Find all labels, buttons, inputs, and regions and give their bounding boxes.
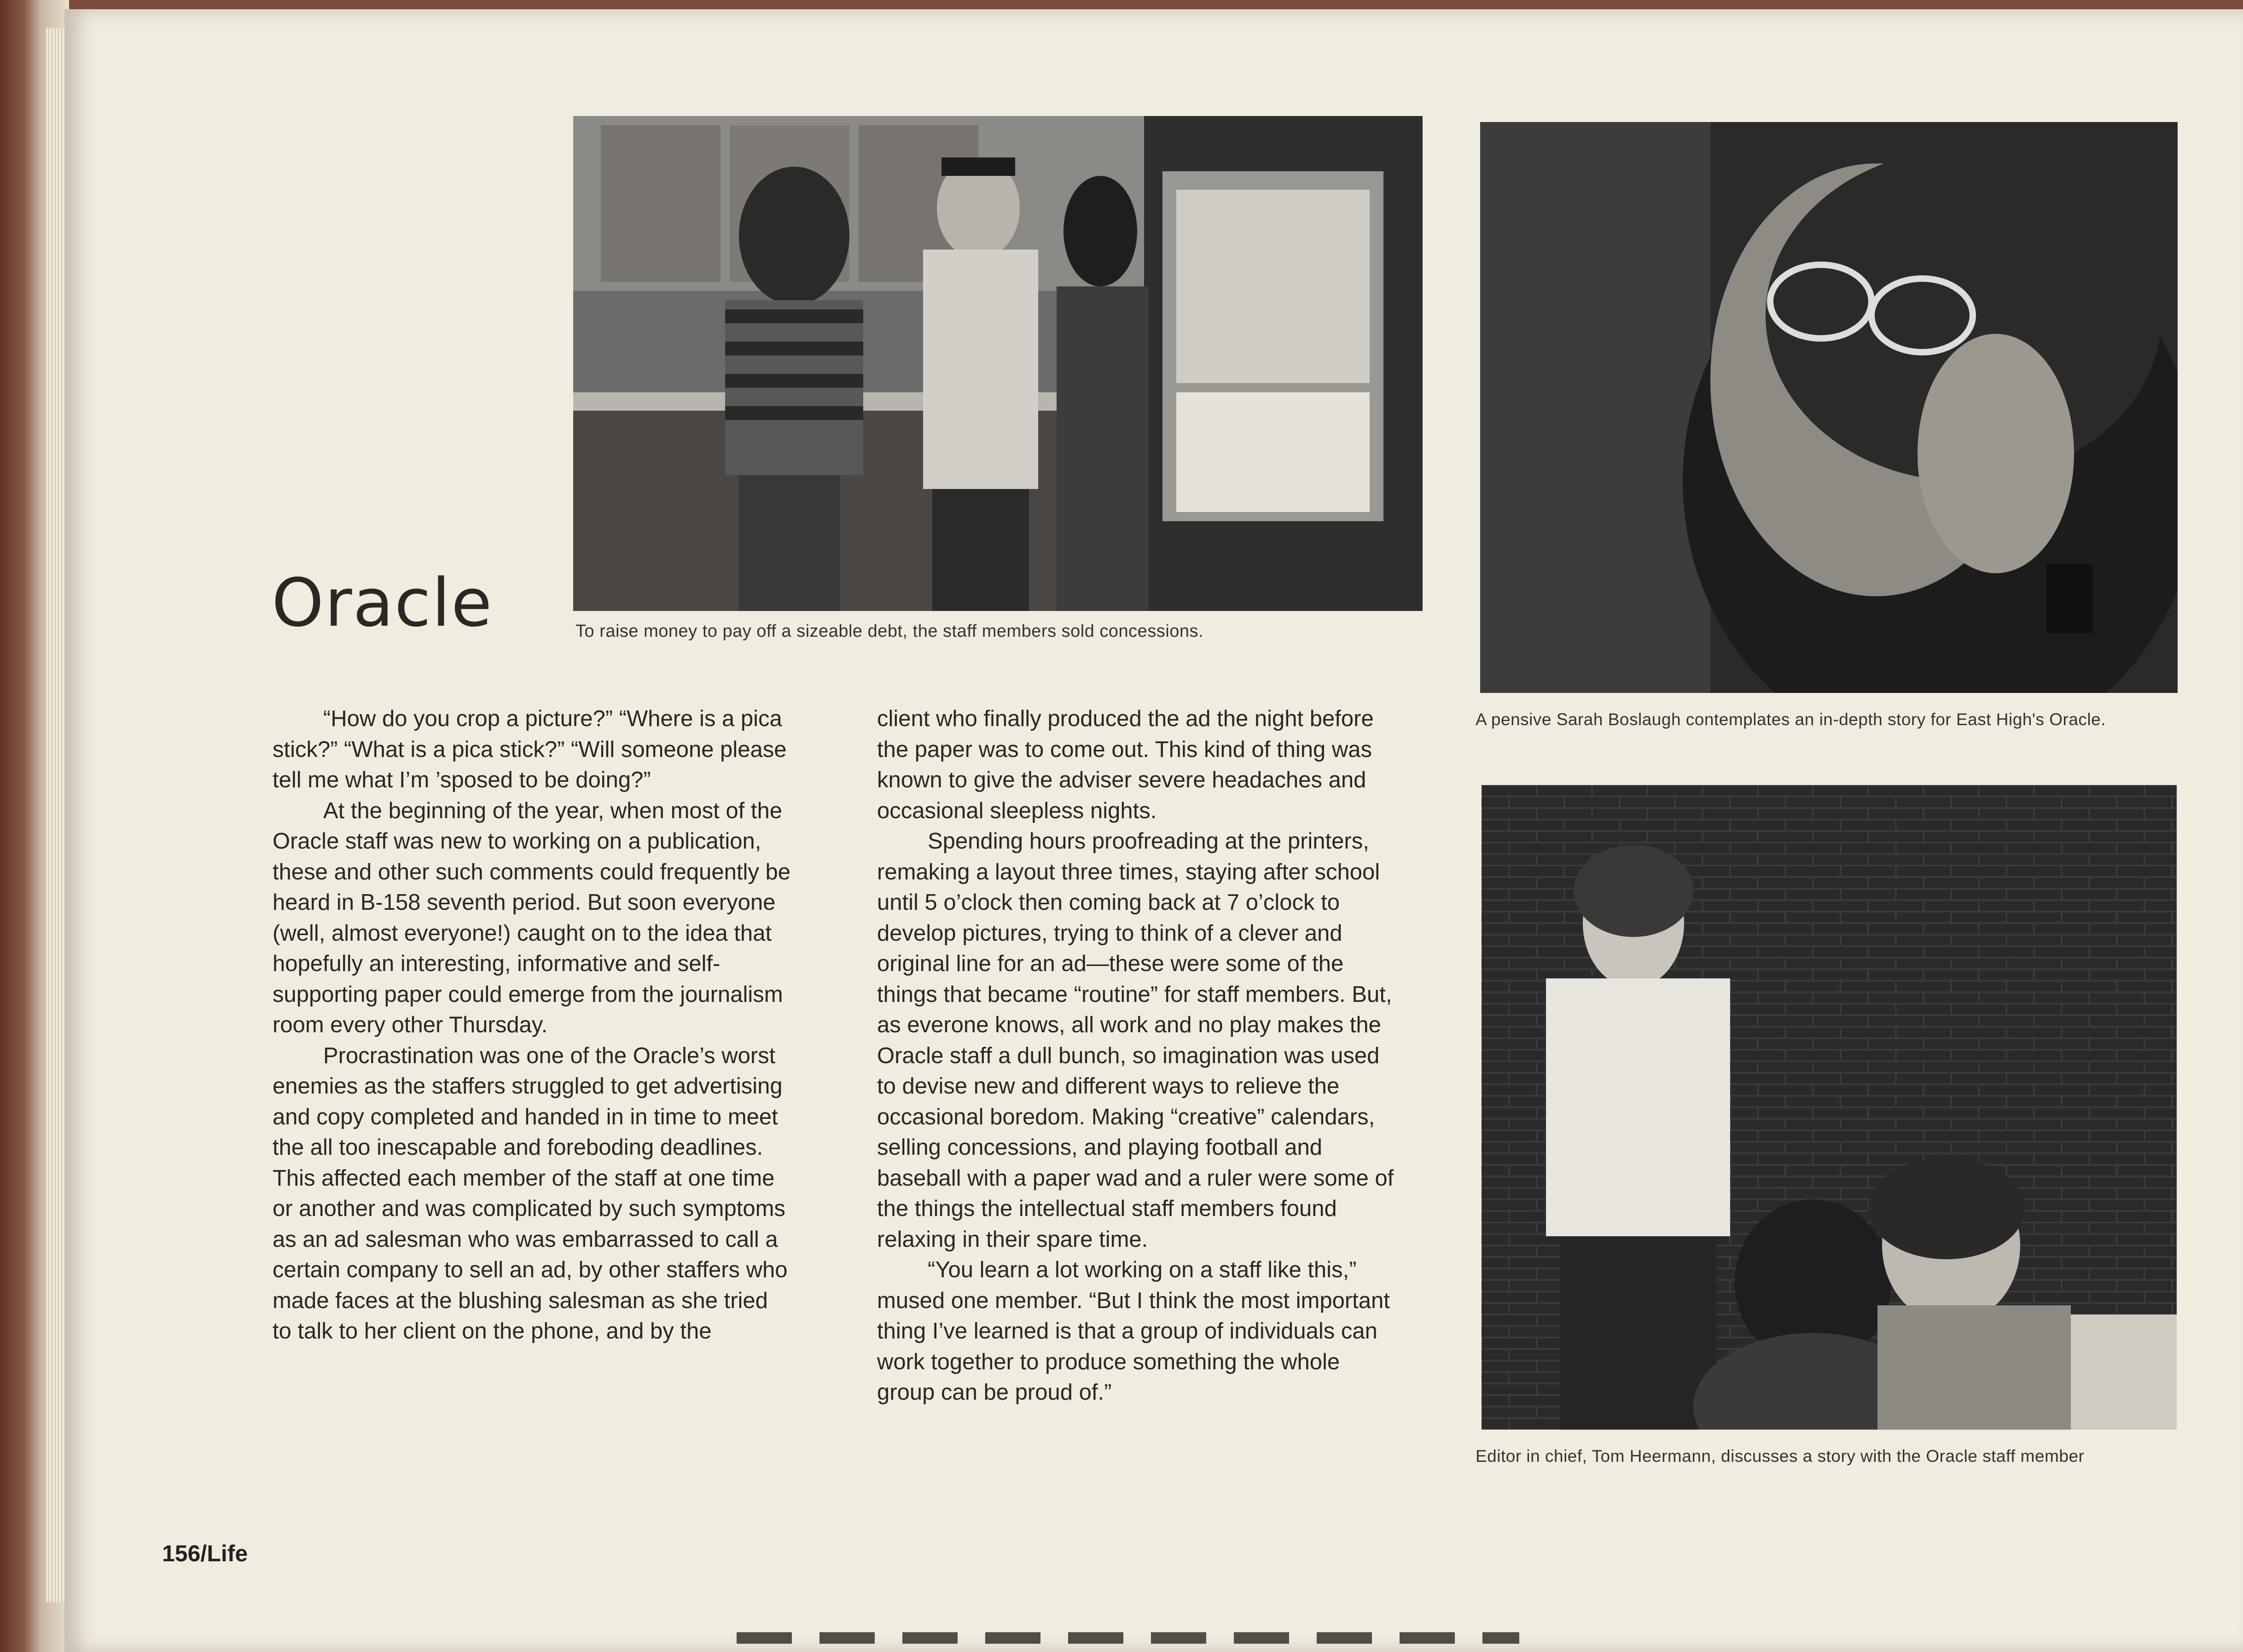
yearbook-page: [64, 9, 2243, 1652]
article-paragraph: “You learn a lot working on a staff like this,” mused one member. “But I think the most important thing I’ve learned is that a group of individuals can work together to produce something the whole group can be proud of.”: [877, 1257, 1390, 1405]
concessions-photo-image: [573, 116, 1423, 611]
tom-caption: Editor in chief, Tom Heermann, discusses a story with the Oracle staff member: [1476, 1447, 2085, 1466]
page-edges: [46, 28, 64, 1602]
tom-photo: [1482, 785, 2177, 1430]
bleed-through-text: [737, 1632, 1519, 1644]
article-paragraph: Procrastination was one of the Oracle’s worst enemies as the staffers struggled to get advertising and copy completed and handed in in time to meet the all too inescapable and foreboding deadlines. This affected each member of the staff at one time or another and was complicated by such symptoms as an ad salesman who was embarrassed to call a certain company to sell an ad, by other staffers who made faces at the blushing salesman as she tried to talk to her client on the phone, and by the: [273, 1043, 788, 1344]
article-paragraph: At the beginning of the year, when most of the Oracle staff was new to working on a publication, these and other such comments could frequently be heard in B-158 seventh period. But soon everyone (well, almost everyone!) caught on to the idea that hopefully an interesting, informative and self-supporting paper could emerge from the journalism room every other Thursday.: [273, 798, 790, 1037]
tom-photo-image: [1482, 785, 2177, 1430]
article-column-2: [877, 704, 1400, 1408]
page-title: Oracle: [272, 564, 493, 641]
sarah-photo: [1480, 122, 2178, 693]
article-column-1: [273, 704, 793, 1347]
concessions-caption: To raise money to pay off a sizeable debt, the staff members sold concessions.: [575, 622, 1204, 641]
sarah-photo-image: [1480, 122, 2178, 693]
article-paragraph: “How do you crop a picture?” “Where is a pica stick?” “What is a pica stick?” “Will someone please tell me what I’m ’sposed to be doing?”: [273, 706, 787, 792]
article-paragraph: client who finally produced the ad the night before the paper was to come out. This kind of thing was known to give the adviser severe headaches and occasional sleepless nights.: [877, 706, 1374, 823]
concessions-photo: [573, 116, 1423, 611]
page-folio: 156/Life: [162, 1541, 248, 1566]
article-paragraph: Spending hours proofreading at the printers, remaking a layout three times, staying after school until 5 o’clock then coming back at 7 o’clock to develop pictures, trying to think of a clever and original line for an ad—these were some of the things that became “routine” for staff members. But, as everone knows, all work and no play makes the Oracle staff a dull bunch, so imagination was used to devise new and different ways to relieve the occasional boredom. Making “creative” calendars, selling concessions, and playing football and baseball with a paper wad and a ruler were some of the things the intellectual staff members found relaxing in their spare time.: [877, 829, 1394, 1252]
sarah-caption: A pensive Sarah Boslaugh contemplates an in-depth story for East High's Oracle.: [1476, 710, 2106, 729]
